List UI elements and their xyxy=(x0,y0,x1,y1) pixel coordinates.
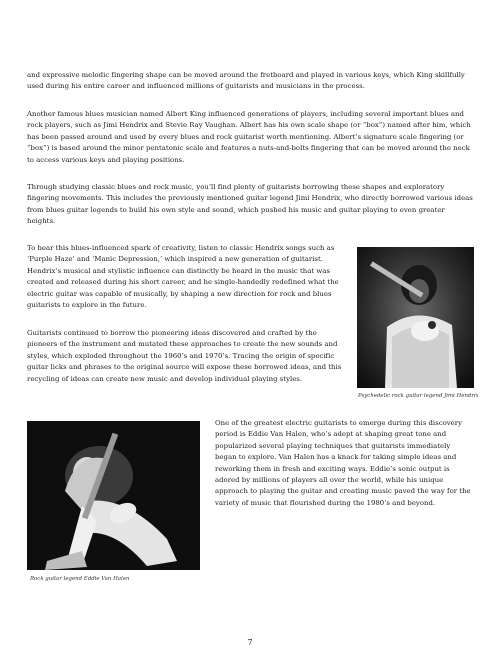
hendrix-photo-image xyxy=(357,247,474,388)
paragraph-studying-classics: Through studying classic blues and rock music, you’ll find plenty of guitarists borrowing these shapes and exploratory fingering movements. This includes the previously mentioned guitar legend Jimi Hendrix, who directly borrowed various ideas from blues guitar legends to build his own style and sound, which pushed his music and guitar playing to even greater heights. xyxy=(27,183,473,226)
hendrix-caption: Psychedelic rock guitar legend Jimi Hendrix xyxy=(358,393,479,399)
paragraph-borrowed-ideas: Guitarists continued to borrow the pioneering ideas discovered and crafted by the pioneers of the instrument and mutated these approaches to create the new sounds and styles, which exploded throughout the 1960’s and 1970’s. Tracing the origin of specific guitar licks and phrases to the original source will expose these borrowed ideas, and this recycling of ideas can create new music and develop individual playing styles. xyxy=(27,329,342,383)
hendrix-photo xyxy=(357,247,474,388)
van-halen-photo-image xyxy=(27,421,200,570)
van-halen-caption: Rock guitar legend Eddie Van Halen xyxy=(30,576,130,582)
paragraph-hendrix-songs: To hear this blues-influenced spark of creativity, listen to classic Hendrix songs such as ‘Purple Haze’ and ‘Manic Depression,’ which inspired a new generation of guitarist. Hendrix’s musical and stylistic influence can distinctly be heard in the music that was created and released during his short career, and he single-handedly redefined what the electric guitar was capable of musically, by shaping a new direction for rock and blues guitarists to explore in the future. xyxy=(27,244,339,310)
paragraph-albert-king: Another famous blues musician named Albert King influenced generations of players, including several important blues and rock players, such as Jimi Hendrix and Stevie Ray Vaughan. Albert has his own scale shape (or “box”) named after him, which has been passed around and used by every blues and rock guitarist worth mentioning. Albert’s signature scale fingering (or “box”) is based around the minor pentatonic scale and features a nuts-and-bolts fingering that can be moved around the neck to access various keys and playing positions. xyxy=(27,110,471,164)
paragraph-van-halen: One of the greatest electric guitarists to emerge during this discovery period is Eddie Van Halen, who’s adept at shaping great tone and popularized several playing techniques that guitarists immediately began to explore. Van Halen has a knack for taking simple ideas and reworking them in fresh and exciting ways. Eddie’s sonic output is adored by millions of players all over the world, while his unique approach to playing the guitar and creating music paved the way for the variety of music that flourished during the 1980’s and beyond. xyxy=(215,419,471,507)
paragraph-bb-king: and expressive melodic fingering shape can be moved around the fretboard and played in various keys, which King skillfully used during his entire career and influenced millions of guitarists and musicians in the process. xyxy=(27,71,465,91)
page-number: 7 xyxy=(247,638,253,647)
van-halen-photo xyxy=(27,421,200,570)
